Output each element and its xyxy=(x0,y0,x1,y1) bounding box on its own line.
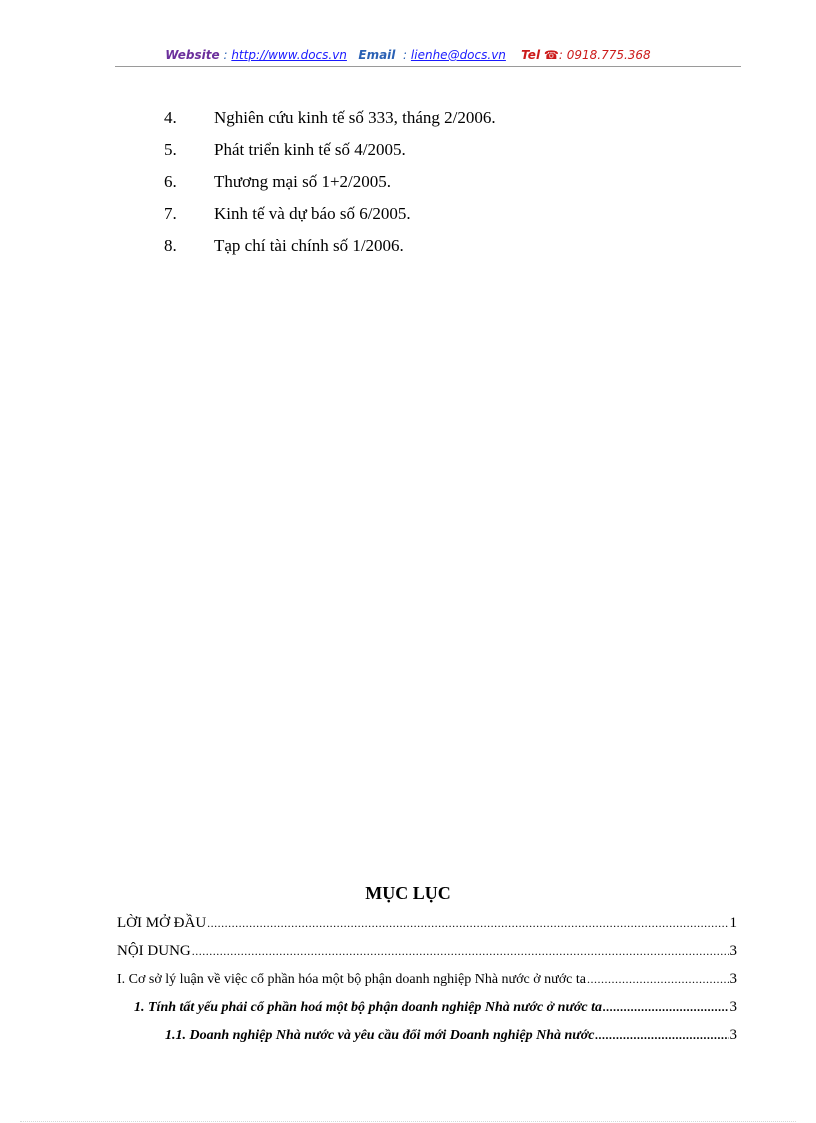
toc-entry-page: 1 xyxy=(729,915,737,931)
page-header xyxy=(0,47,816,63)
website-label: Website xyxy=(165,48,220,62)
reference-text: Nghiên cứu kinh tế số 333, tháng 2/2006. xyxy=(214,108,496,127)
email-link[interactable]: lienhe@docs.vn xyxy=(410,48,506,62)
toc-title: MỤC LỤC xyxy=(365,883,451,903)
toc-entry[interactable] xyxy=(117,995,737,1023)
toc-entry-text: LỜI MỞ ĐẦU xyxy=(117,915,207,931)
toc-leader xyxy=(603,995,729,1019)
phone-icon: ☎ xyxy=(543,48,559,62)
toc-entry-page: 3 xyxy=(729,943,737,959)
email-colon: : xyxy=(403,48,408,62)
toc-entry[interactable] xyxy=(117,939,737,967)
website-link[interactable]: http://www.docs.vn xyxy=(231,48,347,62)
toc-entry-page: 3 xyxy=(729,999,737,1015)
toc-entry[interactable] xyxy=(117,967,737,995)
toc-entry[interactable] xyxy=(117,911,737,939)
email-label: Email xyxy=(358,48,396,62)
toc-leader xyxy=(207,911,728,935)
toc-entry-text: I. Cơ sở lý luận về việc cổ phần hóa một bộ phận doanh nghiệp Nhà nước ở nước ta xyxy=(117,972,586,987)
reference-text: Thương mại số 1+2/2005. xyxy=(214,172,392,191)
tel-value: 0918.775.368 xyxy=(566,48,651,62)
toc-leader xyxy=(192,939,729,963)
reference-item xyxy=(164,106,496,138)
toc-leader xyxy=(595,1023,728,1047)
tel-label: Tel xyxy=(521,48,541,62)
reference-number: 7. xyxy=(164,204,177,223)
toc-entry-page: 3 xyxy=(729,1027,737,1043)
toc-entry[interactable] xyxy=(117,1023,737,1051)
reference-list xyxy=(164,106,496,266)
reference-item xyxy=(164,202,496,234)
website-colon: : xyxy=(223,48,228,62)
header-divider xyxy=(115,66,741,67)
reference-text: Kinh tế và dự báo số 6/2005. xyxy=(214,204,411,223)
tel-colon: : xyxy=(558,48,563,62)
page-bottom-edge xyxy=(20,1121,796,1122)
reference-item xyxy=(164,138,496,170)
toc-entry-text: 1.1. Doanh nghiệp Nhà nước và yêu cầu đổi mới Doanh nghiệp Nhà nước xyxy=(165,1028,595,1043)
reference-item xyxy=(164,234,496,266)
reference-number: 5. xyxy=(164,140,177,159)
table-of-contents xyxy=(117,911,737,1051)
reference-number: 6. xyxy=(164,172,177,191)
toc-leader xyxy=(587,967,729,991)
toc-entry-text: 1. Tính tất yếu phải cổ phần hoá một bộ phận doanh nghiệp Nhà nước ở nước ta xyxy=(134,1000,602,1015)
reference-number: 8. xyxy=(164,236,177,255)
reference-text: Phát triển kinh tế số 4/2005. xyxy=(214,140,406,159)
reference-text: Tạp chí tài chính số 1/2006. xyxy=(214,236,404,255)
toc-entry-text: NỘI DUNG xyxy=(117,943,191,959)
toc-entry-page: 3 xyxy=(729,971,737,987)
reference-item xyxy=(164,170,496,202)
reference-number: 4. xyxy=(164,108,177,127)
